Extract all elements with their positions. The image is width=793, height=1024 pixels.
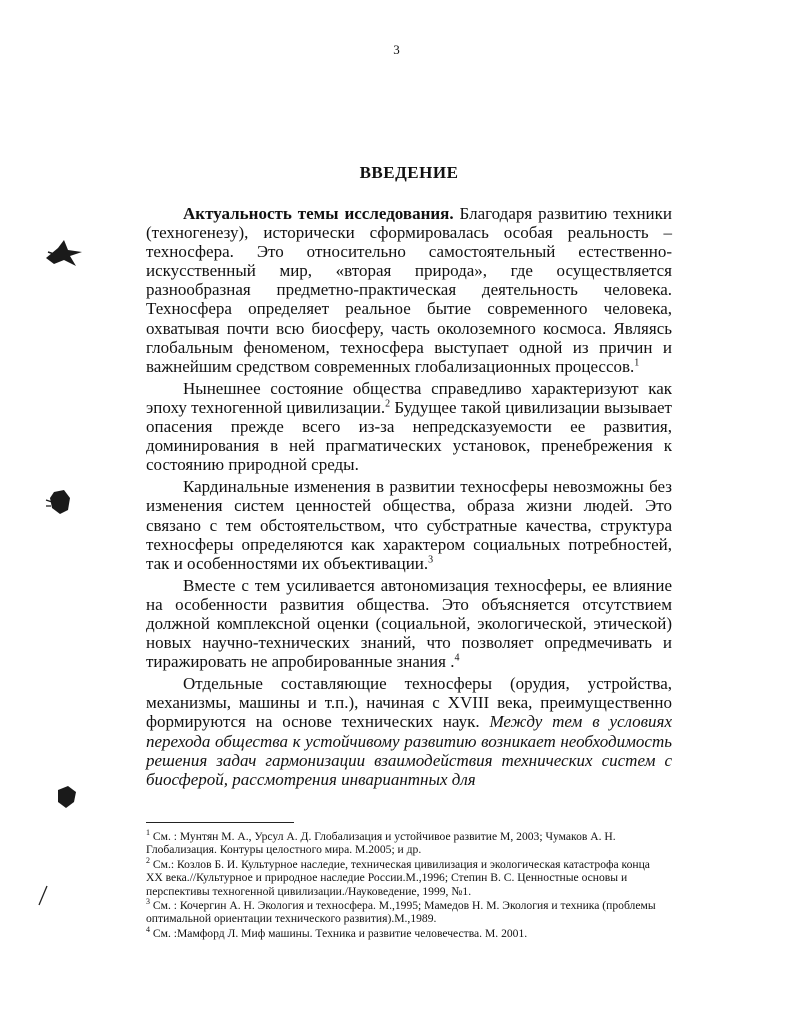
footnote-4 (146, 924, 666, 940)
paragraph-1-text: Благодаря развитию техники (техногенезу), исторически сформировалась особая реальность – техносфера. Это относительно самостоятельный естественно-искусственный мир, «вторая природа», где осуществляется разнообразная предметно-практическая деятельность человека. Техносфера определяет реальное бытие современного человека, охватывая почти всю биосферу, часть околоземного космоса. Являясь глобальным феноменом, техносфера выступает одной из причин и важнейшим средством современных глобализационных процессов. (146, 204, 672, 376)
paragraph-4 (146, 576, 672, 671)
scan-speck-1 (42, 236, 88, 270)
paragraph-5-text: Отдельные составляющие техносферы (орудия, устройства, механизмы, машины и т.п.), начиная с XVIII века, преимущественно формируются на основе технических наук. (146, 674, 672, 732)
footnote-ref-4: 4 (454, 652, 460, 664)
paragraph-3 (146, 477, 672, 572)
body-text (146, 204, 672, 789)
scan-speck-3 (52, 782, 82, 812)
footnote-ref-1: 1 (634, 357, 640, 369)
footnote-text: См.: Козлов Б. И. Культурное наследие, техническая цивилизация и экологическая катастрофа конца XX века.//Культурное и природное наследие России.М.,1996; Степин В. С. Ценностные основы и перспективы техногенной цивилизации./Науковедение, 1999, №1. (146, 857, 650, 898)
paragraph-2-text-b: Будущее такой цивилизации вызывает опасения прежде всего из-за непредсказуемости ее развития, доминирования в ней прагматических установок, пренебрежения к состоянию природной среды. (146, 397, 672, 475)
footnote-text: См. :Мамфорд Л. Миф машины. Техника и развитие человечества. М. 2001. (150, 926, 528, 940)
paragraph-1-lead: Актуальность темы исследования. (183, 204, 454, 223)
paragraph-3-text: Кардинальные изменения в развитии техносферы невозможны без изменения систем ценностей общества, образа жизни людей. Это связано с тем обстоятельством, что субстратные качества, структура техносферы определяются как характером социальных потребностей, так и особенностями их объективации. (146, 477, 672, 573)
section-heading: ВВЕДЕНИЕ (359, 163, 459, 182)
page-number: 3 (393, 42, 400, 57)
footnote-divider (146, 822, 294, 823)
footnote-2 (146, 855, 666, 898)
scan-speck-2 (44, 486, 78, 520)
footnote-number: 4 (146, 924, 150, 934)
footnotes (146, 830, 666, 941)
paragraph-5 (146, 674, 672, 789)
scan-speck-4 (36, 884, 50, 908)
paragraph-1 (146, 204, 672, 376)
footnote-text: См. : Кочергин А. Н. Экология и техносфера. М.,1995; Мамедов Н. М. Экология и техника (проблемы оптимальной ориентации технического развития).М.,1989. (146, 899, 656, 926)
footnote-number: 1 (146, 828, 150, 838)
footnote-ref-2: 2 (385, 398, 391, 410)
paragraph-5-italic: Между тем в условиях перехода общества к устойчивому развитию возникает необходимость решения задач гармонизации взаимодействия технических систем с биосферой, рассмотрения инвариантных для (146, 712, 672, 789)
footnote-number: 3 (146, 897, 150, 907)
footnote-1 (146, 830, 666, 857)
footnote-ref-3: 3 (428, 554, 434, 566)
footnote-number: 2 (146, 855, 150, 865)
footnote-3 (146, 899, 666, 926)
paragraph-4-text: Вместе с тем усиливается автономизация техносферы, ее влияние на особенности развития общества. Это объясняется отсутствием должной комплексной оценки (социальной, экологической, этической) новых научно-технических знаний, что позволяет опредмечивать и тиражировать не апробированные знания . (146, 575, 672, 672)
paragraph-2 (146, 379, 672, 474)
footnote-text: См. : Мунтян М. А., Урсул А. Д. Глобализация и устойчивое развитие М, 2003; Чумаков А. Н. Глобализация. Контуры целостного мира. М.2005; и др. (146, 830, 616, 857)
paragraph-2-text-a: Нынешнее состояние общества справедливо характеризуют как эпоху техногенной цивилизации. (146, 378, 672, 417)
